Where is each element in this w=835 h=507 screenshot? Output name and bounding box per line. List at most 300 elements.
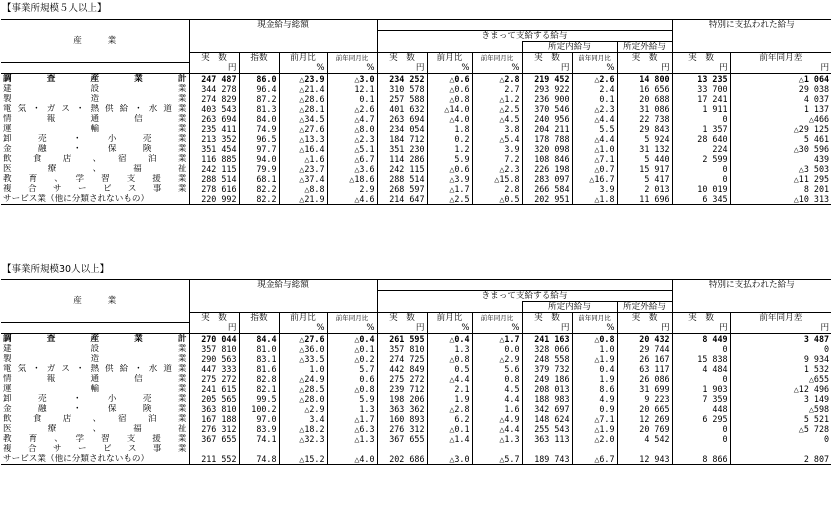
table-cell: 1 532 (730, 364, 831, 374)
table-row (1, 404, 831, 414)
industry-name: 複 合 サ ー ビ ス 事 業 (1, 444, 189, 454)
table-cell: △4.0 (327, 454, 377, 465)
table-cell: 2.1 (427, 384, 472, 394)
table-cell: △18.6 (327, 174, 377, 184)
amount-header: 実 数 (377, 312, 427, 323)
table-cell: 12 269 (617, 414, 672, 424)
industry-name: 運 輸 業 (1, 384, 189, 394)
table-cell: 9 934 (730, 354, 831, 364)
table-cell: 241 615 (201, 383, 237, 394)
table-cell: △0.1 (327, 344, 377, 354)
table-cell: 20 769 (617, 424, 672, 434)
table-cell: 357 810 (201, 343, 237, 354)
scheduled-header: 所定内給与 (522, 41, 617, 52)
table-cell (672, 444, 730, 454)
table-cell: 266 584 (522, 184, 572, 194)
table-cell: 148 624 (522, 414, 572, 424)
industry-header: 産 業 (1, 280, 189, 323)
unit-yen: 円 (730, 63, 831, 74)
mom-header: 前月比 (279, 52, 327, 63)
table-cell: 20 432 (617, 333, 672, 344)
industry-name: 調 査 産 業 計 (1, 333, 189, 344)
table-cell: 1.9 (427, 394, 472, 404)
table-cell: 442 849 (377, 364, 427, 374)
table-cell: 8 866 (672, 454, 730, 465)
table-cell: 0.9 (572, 404, 617, 414)
table-cell: 1.9 (572, 374, 617, 384)
table-cell (472, 444, 522, 454)
table-cell: 351 454 (201, 143, 237, 154)
unit-yen: 円 (522, 63, 572, 74)
table-cell: 81.0 (239, 344, 279, 354)
table-cell: 178 788 (522, 134, 572, 144)
table-cell: 213 352 (201, 133, 237, 144)
table-cell: 0.0 (472, 344, 522, 354)
regular-header: きまって支給する給与 (377, 290, 672, 301)
table-cell: △4.0 (427, 114, 472, 124)
industry-name: 電気・ガス・熱供給・水道業 (1, 104, 189, 114)
table-cell: 379 732 (522, 364, 572, 374)
table-cell: 29 038 (730, 84, 831, 94)
table-cell: △0.8 (327, 384, 377, 394)
table-cell: △5.1 (327, 144, 377, 154)
unit-yen: 円 (189, 63, 239, 74)
unit-pct: % (472, 323, 522, 334)
table-cell: 236 900 (522, 94, 572, 104)
table-cell: 1.0 (572, 344, 617, 354)
table-cell: △2.6 (572, 73, 617, 84)
table-cell: △21.4 (279, 84, 327, 94)
table-cell: △1.0 (572, 144, 617, 154)
table-cell: 33 700 (672, 84, 730, 94)
table-cell: 31 699 (617, 384, 672, 394)
industry-name: 飲 食 店 、 宿 泊 業 (1, 154, 189, 164)
wage-table-30plus (1, 279, 831, 465)
unit-pct: % (472, 63, 522, 74)
table-cell: 268 597 (377, 184, 427, 194)
table-cell: △2.8 (472, 73, 522, 84)
table-cell: 367 655 (201, 433, 237, 444)
table-cell: 87.2 (239, 94, 279, 104)
table-cell: 214 647 (377, 194, 427, 205)
table-row (1, 384, 831, 394)
table-cell: 29 744 (617, 344, 672, 354)
industry-name: 電気・ガス・熱供給・水道業 (1, 364, 189, 374)
table-cell: △0.6 (427, 84, 472, 94)
table-cell: 3.9 (472, 144, 522, 154)
unit-yen: 円 (377, 63, 427, 74)
table-cell: △0.8 (427, 94, 472, 104)
table-cell: △0.6 (427, 73, 472, 84)
table-cell: 1.6 (472, 404, 522, 414)
table-cell: △3.9 (427, 174, 472, 184)
table-cell: 74.8 (239, 454, 279, 465)
table-cell: △23.7 (279, 164, 327, 174)
industry-name: 製 造 業 (1, 354, 189, 364)
table-cell (327, 444, 377, 454)
industry-name: 卸 売 ・ 小 売 業 (1, 394, 189, 404)
unit-yen: 円 (730, 323, 831, 334)
industry-name: 製 造 業 (1, 94, 189, 104)
unit-yen: 円 (377, 323, 427, 334)
table-cell: △1.7 (327, 414, 377, 424)
table-cell: 26 167 (617, 354, 672, 364)
table-cell: 74.9 (239, 124, 279, 134)
table-row (1, 354, 831, 364)
table-cell: 8 201 (730, 184, 831, 194)
table-cell: 5.6 (472, 364, 522, 374)
table-cell: △1 064 (730, 73, 831, 84)
table-cell (279, 444, 327, 454)
table-cell: △5 728 (730, 424, 831, 434)
table-row (1, 134, 831, 144)
table-cell: 116 885 (201, 153, 237, 164)
table-cell: △27.6 (279, 124, 327, 134)
table-cell (377, 444, 427, 454)
table-cell: △3.0 (327, 73, 377, 84)
table-cell: △37.4 (279, 174, 327, 184)
unit-pct: % (572, 323, 617, 334)
table-cell: 219 452 (522, 73, 572, 84)
table-cell: 1.3 (427, 344, 472, 354)
table-cell: 290 563 (201, 353, 237, 364)
table-cell: 288 514 (201, 173, 237, 184)
mom-header: 前月比 (279, 312, 327, 323)
table-cell: 363 362 (377, 404, 427, 414)
table-cell: △2.9 (472, 354, 522, 364)
amount-header: 実 数 (522, 312, 572, 323)
table-cell: △2.3 (472, 164, 522, 174)
table-cell: 344 278 (201, 83, 237, 94)
table-cell: 0 (672, 114, 730, 124)
table-cell: △8.0 (327, 124, 377, 134)
table-cell: △0.7 (572, 164, 617, 174)
table-cell: 160 893 (377, 414, 427, 424)
table-cell: 0.2 (427, 134, 472, 144)
table-cell: 248 558 (522, 354, 572, 364)
industry-name: 情 報 通 信 業 (1, 114, 189, 124)
table-cell: △4.7 (327, 114, 377, 124)
table-cell: 363 113 (522, 434, 572, 444)
table-cell: 96.4 (239, 84, 279, 94)
table-cell: 276 312 (201, 423, 237, 434)
table-cell: △4.4 (427, 374, 472, 384)
table-cell: 99.5 (239, 394, 279, 404)
yoy-header: 前年同月比 (572, 312, 617, 323)
table-cell (522, 444, 572, 454)
table-row (1, 414, 831, 424)
table-cell: 94.0 (239, 154, 279, 164)
unit-yen: 円 (672, 63, 730, 74)
table-cell: 4 542 (617, 434, 672, 444)
regular-header: きまって支給する給与 (377, 30, 672, 41)
industry-name: サービス業（他に分類されないもの） (1, 194, 189, 205)
table-cell: △3.0 (427, 454, 472, 465)
table-cell: △2.5 (472, 104, 522, 114)
table-cell: 2 807 (730, 454, 831, 465)
table-cell: 242 115 (377, 164, 427, 174)
table-cell: 274 829 (201, 93, 237, 104)
table-cell: 114 286 (377, 154, 427, 164)
section-title-5plus: 【事業所規模５人以上】 (2, 3, 107, 14)
scheduled-header: 所定内給与 (522, 301, 617, 312)
table-cell: 0.6 (327, 374, 377, 384)
table-cell: 0 (672, 374, 730, 384)
table-row (1, 154, 831, 164)
table-cell: 5.5 (572, 124, 617, 134)
table-cell: △27.6 (279, 333, 327, 344)
table-cell: 14 800 (617, 73, 672, 84)
table-cell: 81.3 (239, 104, 279, 114)
table-cell: 7 359 (672, 394, 730, 404)
table-cell: △2.6 (327, 104, 377, 114)
table-cell: 5 924 (617, 134, 672, 144)
table-cell: 263 694 (377, 114, 427, 124)
table-cell: 9 223 (617, 394, 672, 404)
table-cell: 15 838 (672, 354, 730, 364)
wage-table-5plus (1, 19, 831, 205)
table-cell: 6.2 (427, 414, 472, 424)
table-cell: 26 086 (617, 374, 672, 384)
table-cell: △11 295 (730, 174, 831, 184)
table-cell: 283 097 (522, 174, 572, 184)
unit-yen: 円 (672, 323, 730, 334)
table-cell: △4.4 (572, 134, 617, 144)
table-row (1, 434, 831, 444)
table-cell: 401 632 (377, 104, 427, 114)
table-cell: 224 (672, 144, 730, 154)
table-cell: 0 (672, 164, 730, 174)
cash-total-header: 現金給与総額 (189, 20, 377, 31)
table-cell: 351 230 (377, 144, 427, 154)
table-cell: △34.5 (279, 114, 327, 124)
table-cell: △4.6 (327, 194, 377, 205)
table-cell: 3 487 (730, 333, 831, 344)
table-row (1, 174, 831, 184)
table-cell: 288 514 (377, 174, 427, 184)
table-cell: 81.6 (239, 364, 279, 374)
table-cell: 100.2 (239, 404, 279, 414)
table-row (1, 364, 831, 374)
table-cell: △4.5 (472, 114, 522, 124)
unit-yen: 円 (522, 323, 572, 334)
table-row (1, 144, 831, 154)
table-cell: △4.9 (472, 414, 522, 424)
industry-header: 産 業 (1, 20, 189, 63)
table-cell (239, 444, 279, 454)
table-cell: 205 565 (201, 393, 237, 404)
amount-header: 実 数 (189, 52, 239, 63)
table-row (1, 104, 831, 114)
table-row (1, 84, 831, 94)
table-cell: △1.8 (572, 194, 617, 205)
industry-name: 複 合 サ ー ビ ス 事 業 (1, 184, 189, 194)
table-cell: △2.5 (427, 194, 472, 205)
table-cell: 20 665 (617, 404, 672, 414)
table-cell (427, 444, 472, 454)
industry-name: 飲 食 店 、 宿 泊 業 (1, 414, 189, 424)
table-cell: △598 (730, 404, 831, 414)
table-cell: △12 496 (730, 384, 831, 394)
table-cell: △30 596 (730, 144, 831, 154)
table-cell: 363 810 (201, 403, 237, 414)
table-cell: 234 252 (377, 73, 427, 84)
table-cell: △28.6 (279, 94, 327, 104)
table-cell: 240 956 (522, 114, 572, 124)
industry-name: 教 育 、 学 習 支 援 業 (1, 434, 189, 444)
table-cell: 0.8 (472, 374, 522, 384)
industry-name: 情 報 通 信 業 (1, 374, 189, 384)
unit-pct: % (327, 323, 377, 334)
table-cell: 1.2 (427, 144, 472, 154)
table-cell: 242 115 (201, 163, 237, 174)
table-cell: 86.0 (239, 73, 279, 84)
table-cell: 274 725 (377, 354, 427, 364)
table-cell: 8.6 (572, 384, 617, 394)
table-row (1, 333, 831, 344)
table-cell: 79.9 (239, 164, 279, 174)
table-cell: △0.1 (427, 424, 472, 434)
table-cell: 255 543 (522, 424, 572, 434)
table-cell: 82.2 (239, 184, 279, 194)
industry-name: サービス業（他に分類されないもの） (1, 454, 189, 465)
table-cell: 2.7 (472, 84, 522, 94)
table-row (1, 73, 831, 84)
unit-pct: % (572, 63, 617, 74)
table-cell: 235 411 (201, 123, 237, 134)
table-cell: 2 013 (617, 184, 672, 194)
mom-header: 前月比 (427, 312, 472, 323)
table-cell: 31 086 (617, 104, 672, 114)
table-cell: △2.3 (327, 134, 377, 144)
table-row (1, 454, 831, 465)
table-cell: 198 206 (377, 394, 427, 404)
table-cell: 5 417 (617, 174, 672, 184)
table-cell: 22 738 (617, 114, 672, 124)
table-cell: △0.8 (427, 354, 472, 364)
table-cell: 11 696 (617, 194, 672, 205)
table-cell: 167 188 (201, 413, 237, 424)
table-cell: 261 595 (377, 333, 427, 344)
table-cell: 2.9 (327, 184, 377, 194)
table-cell: 2 599 (672, 154, 730, 164)
table-cell: 20 688 (617, 94, 672, 104)
yoy-header: 前年同月比 (572, 52, 617, 63)
table-row (1, 184, 831, 194)
amount-header: 実 数 (672, 312, 730, 323)
table-cell: 263 694 (201, 113, 237, 124)
table-cell: 0.4 (572, 364, 617, 374)
table-cell: 1.0 (279, 364, 327, 374)
table-cell: 204 211 (522, 124, 572, 134)
non-scheduled-header: 所定外給与 (617, 41, 672, 52)
table-cell (617, 444, 672, 454)
table-cell: 82.8 (239, 374, 279, 384)
industry-name: 運 輸 業 (1, 124, 189, 134)
yoy-header: 前年同月比 (327, 312, 377, 323)
table-row (1, 194, 831, 205)
unit-pct: % (279, 63, 327, 74)
table-cell: △3.6 (327, 164, 377, 174)
table-cell: △0.4 (327, 333, 377, 344)
yoy-header: 前年同月比 (472, 52, 522, 63)
table-cell: 6 295 (672, 414, 730, 424)
table-cell: △1.6 (279, 154, 327, 164)
table-cell: 5.9 (427, 154, 472, 164)
table-cell: 1 903 (672, 384, 730, 394)
table-cell: △32.3 (279, 434, 327, 444)
unit-yen: 円 (189, 323, 239, 334)
table-cell: 293 922 (522, 84, 572, 94)
table-cell: 275 272 (201, 373, 237, 384)
table-cell: 83.1 (239, 354, 279, 364)
table-cell: 0 (730, 344, 831, 354)
table-cell: 3.4 (279, 414, 327, 424)
mom-header: 前月比 (427, 52, 472, 63)
table-cell: △10 313 (730, 194, 831, 205)
industry-name: 卸 売 ・ 小 売 業 (1, 134, 189, 144)
table-cell: 68.1 (239, 174, 279, 184)
table-cell: 1 357 (672, 124, 730, 134)
yoy-header: 前年同月比 (472, 312, 522, 323)
table-row (1, 164, 831, 174)
table-cell: △16.7 (572, 174, 617, 184)
table-cell: 5 521 (730, 414, 831, 424)
industry-name: 金 融 ・ 保 険 業 (1, 404, 189, 414)
table-cell: 84.0 (239, 114, 279, 124)
table-cell: 4.9 (572, 394, 617, 404)
table-row (1, 114, 831, 124)
table-cell: △1.9 (572, 354, 617, 364)
table-cell: △4.4 (572, 114, 617, 124)
industry-name: 金 融 ・ 保 険 業 (1, 144, 189, 154)
non-scheduled-header: 所定外給与 (617, 301, 672, 312)
table-cell: △23.9 (279, 73, 327, 84)
table-cell: 447 333 (201, 363, 237, 374)
amount-header: 実 数 (672, 52, 730, 63)
table-cell: 5.9 (327, 394, 377, 404)
yoy-header: 前年同月比 (327, 52, 377, 63)
table-cell: △2.9 (279, 404, 327, 414)
table-cell: △0.2 (327, 354, 377, 364)
table-cell: 0 (672, 434, 730, 444)
table-cell: 10 019 (672, 184, 730, 194)
table-cell: 188 983 (522, 394, 572, 404)
table-cell: △28.0 (279, 394, 327, 404)
table-cell: 5 461 (730, 134, 831, 144)
table-cell: 276 312 (377, 424, 427, 434)
table-cell: 4 037 (730, 94, 831, 104)
table-cell: △6.7 (572, 454, 617, 465)
table-cell: 6 345 (672, 194, 730, 205)
table-cell: 29 843 (617, 124, 672, 134)
table-cell: △1.7 (472, 333, 522, 344)
table-cell: 63 117 (617, 364, 672, 374)
table-cell: 0 (730, 434, 831, 444)
table-cell: 202 686 (377, 454, 427, 465)
table-cell: 320 098 (522, 144, 572, 154)
table-cell (189, 444, 239, 454)
table-cell (730, 444, 831, 454)
index-header: 指数 (239, 312, 279, 323)
table-cell: △21.9 (279, 194, 327, 205)
cash-total-header: 現金給与総額 (189, 280, 377, 291)
table-cell: △1.3 (327, 434, 377, 444)
section-title-30plus: 【事業所規模30人以上】 (2, 264, 110, 275)
table-cell: 83.9 (239, 424, 279, 434)
table-cell: △33.5 (279, 354, 327, 364)
unit-yen: 円 (617, 63, 672, 74)
